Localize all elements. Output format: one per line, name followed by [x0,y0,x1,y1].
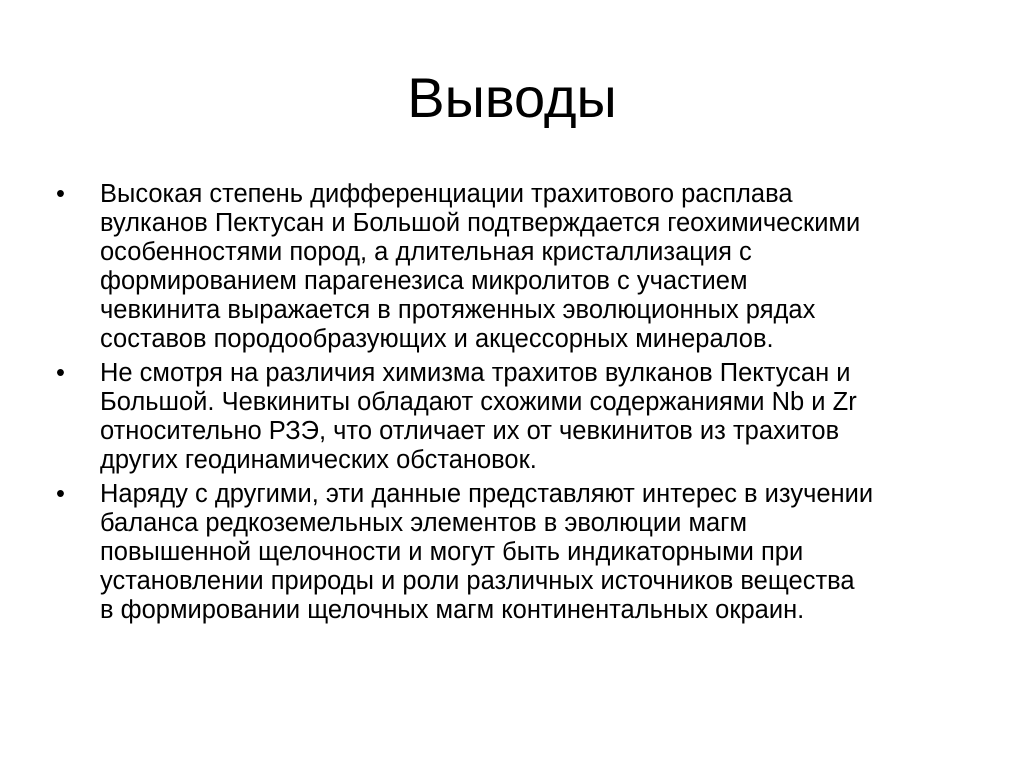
bullet-text [100,359,976,475]
bullet-marker-icon: • [56,480,65,508]
bullet-line: Высокая степень дифференциации трахитового расплава [100,180,793,208]
bullet-line: относительно РЗЭ, что отличает их от чевкинитов из трахитов [100,417,840,445]
bullet-item-1 [56,180,976,354]
bullet-line: баланса редкоземельных элементов в эволюции магм [100,509,748,537]
bullet-line: других геодинамических обстановок. [100,446,537,474]
bullet-line: особенностями пород, а длительная кристаллизация с [100,238,752,266]
bullet-line: повышенной щелочности и могут быть индикаторными при [100,538,804,566]
slide-title: Выводы [407,66,617,129]
bullet-item-3 [56,480,976,625]
bullet-marker-icon: • [56,180,65,208]
bullet-line: Наряду с другими, эти данные представляют интерес в изучении [100,480,874,508]
bullet-marker-icon: • [56,359,65,387]
bullet-line: установлении природы и роли различных источников вещества [100,567,855,595]
bullet-item-2 [56,359,976,475]
bullet-line: Большой. Чевкиниты обладают схожими содержаниями Nb и Zr [100,388,857,416]
bullet-list [56,180,976,630]
bullet-line: составов породообразующих и акцессорных минералов. [100,325,774,353]
bullet-line: формированием парагенезиса микролитов с участием [100,267,748,295]
bullet-line: чевкинита выражается в протяженных эволюционных рядах [100,296,816,324]
bullet-line: в формировании щелочных магм континентальных окраин. [100,596,805,624]
bullet-text [100,180,976,354]
bullet-text [100,480,976,625]
bullet-line: вулканов Пектусан и Большой подтверждается геохимическими [100,209,861,237]
bullet-line: Не смотря на различия химизма трахитов вулканов Пектусан и [100,359,851,387]
